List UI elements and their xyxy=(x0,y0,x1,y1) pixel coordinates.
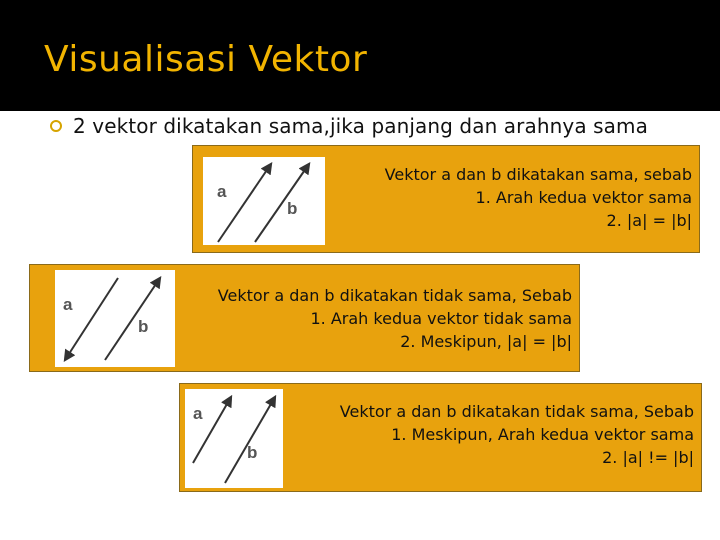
case-reason-1: 1. Meskipun, Arah kedua vektor sama xyxy=(391,425,694,444)
vector-b-label: b xyxy=(287,199,298,218)
case-reason-2: 2. Meskipun, |a| = |b| xyxy=(400,332,572,351)
case-text-opposite xyxy=(218,284,572,353)
bullet-point xyxy=(50,111,648,141)
vector-a-label: a xyxy=(63,295,73,314)
vector-b-arrow xyxy=(105,278,160,360)
slide-title: Visualisasi Vektor xyxy=(44,39,368,80)
case-reason-1: 1. Arah kedua vektor tidak sama xyxy=(310,309,572,328)
vector-diagram-equal xyxy=(203,157,325,245)
vector-diagram-opposite-svg xyxy=(55,270,175,367)
vector-diagram-opposite xyxy=(55,270,175,367)
case-reason-1: 1. Arah kedua vektor sama xyxy=(475,188,692,207)
case-heading: Vektor a dan b dikatakan sama, sebab xyxy=(384,165,692,184)
vector-b-label: b xyxy=(138,317,149,336)
vector-diagram-equal-svg xyxy=(203,157,325,245)
vector-a-arrow xyxy=(65,278,118,360)
case-text-equal xyxy=(385,163,692,232)
vector-a-label: a xyxy=(217,182,227,201)
case-reason-2: 2. |a| = |b| xyxy=(606,211,692,230)
bullet-text: 2 vektor dikatakan sama,jika panjang dan arahnya sama xyxy=(73,114,648,138)
vector-b-arrow xyxy=(225,397,275,483)
case-reason-2: 2. |a| != |b| xyxy=(602,448,694,467)
case-text-different-length xyxy=(340,400,694,469)
vector-diagram-different-length-svg xyxy=(185,389,283,488)
vector-b-label: b xyxy=(247,443,258,462)
case-heading: Vektor a dan b dikatakan tidak sama, Sebab xyxy=(339,402,694,421)
case-box-different-length xyxy=(179,383,702,492)
case-heading: Vektor a dan b dikatakan tidak sama, Sebab xyxy=(217,286,572,305)
vector-a-label: a xyxy=(193,404,203,423)
bullet-ring-icon xyxy=(50,120,62,132)
case-box-equal xyxy=(192,145,700,253)
title-bar xyxy=(0,0,720,111)
case-box-opposite xyxy=(29,264,580,372)
vector-diagram-different-length xyxy=(185,389,283,488)
